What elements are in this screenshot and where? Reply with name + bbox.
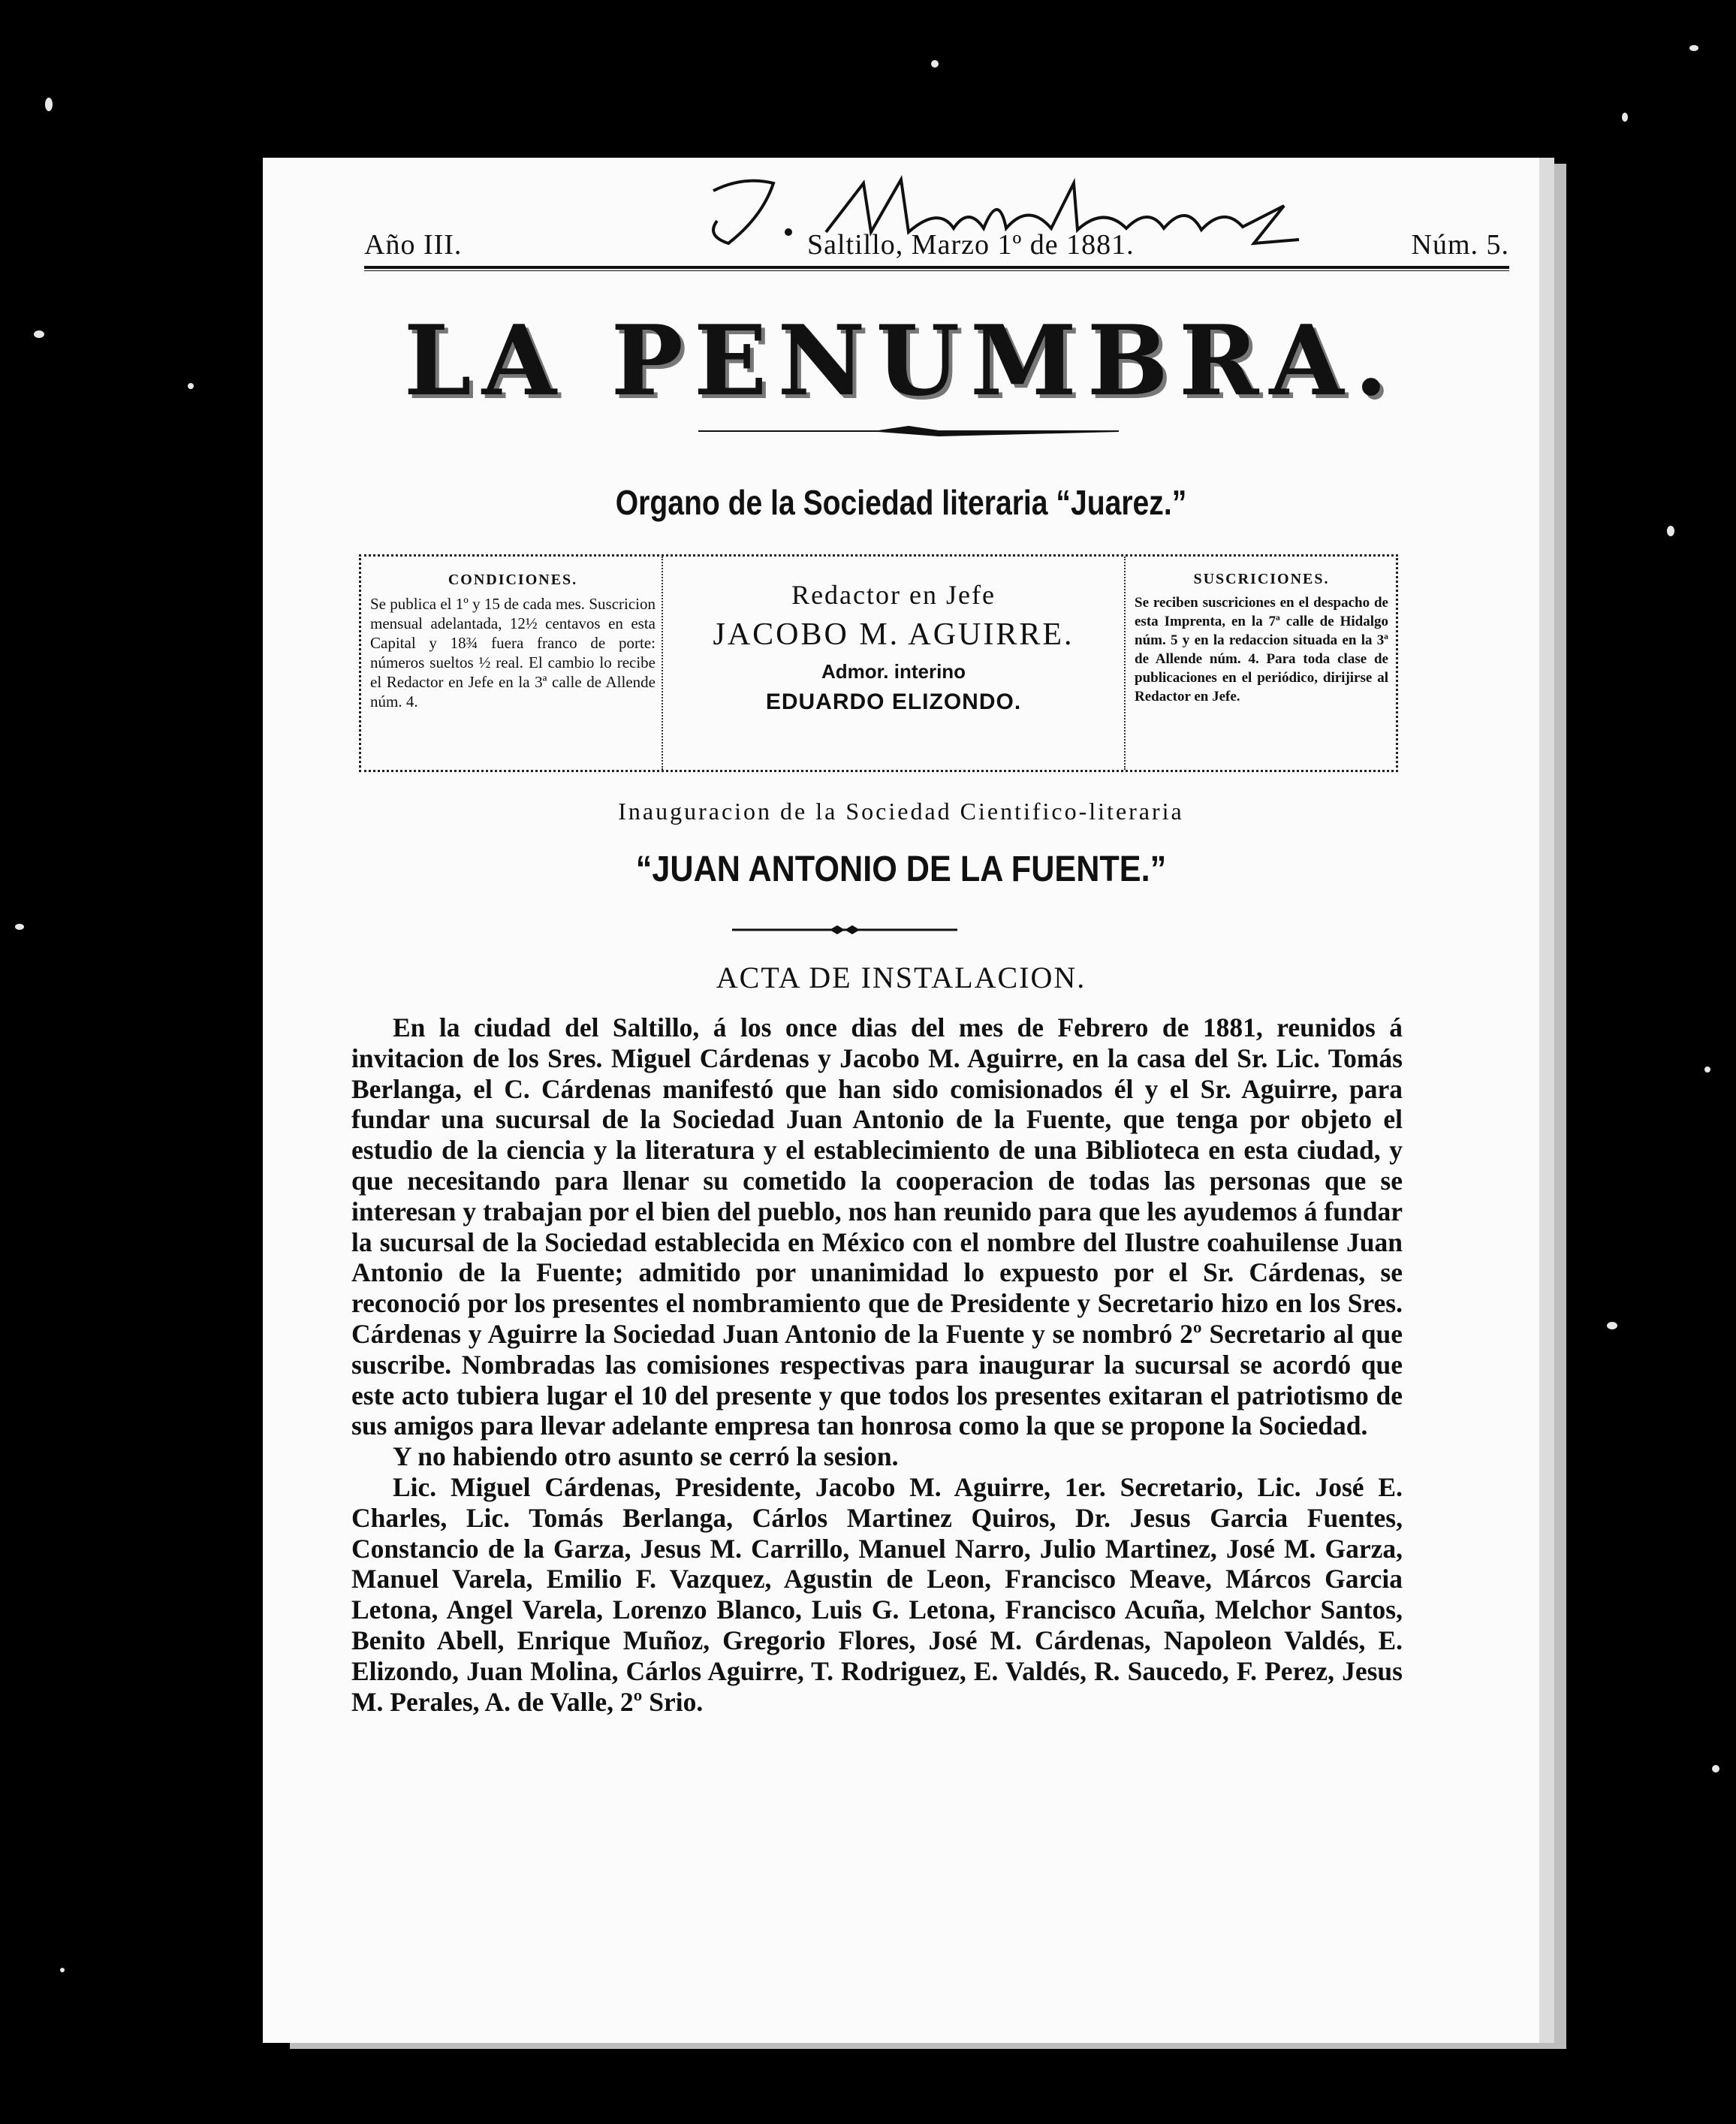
volume-year: Año III.: [364, 229, 463, 261]
paragraph: En la ciudad del Saltillo, á los once dias del mes de Febrero de 1881, reunidos á invitacion de los Sres. Miguel Cárdenas y Jacobo M. Aguirre, en la casa del Sr. Lic. Tomás Berlanga, el C. Cárdenas manifestó que han sido comisionados él y el Sr. Aguirre, para fundar una sucursal de la Sociedad Juan Antonio de la Fuente, que tenga por objeto el estudio de la ciencia y la literatura y el establecimiento de una Biblioteca en esta ciudad, y que necesitando para llenar su cometido la cooperacion de todas las personas que se interesan y trabajan por el bien del pueblo, nos han reunido para que les ayudemos á fundar la sucursal de la Sociedad establecida en México con el nombre del Ilustre coahuilense Juan Antonio de la Fuente; admitido por unanimidad lo expuesto por el Sr. Cárdenas, se reconoció por los presentes el nombramiento que de Presidente y Secretario hizo en los Sres. Cárdenas y Aguirre la Sociedad Juan Antonio de la Fuente y se nombró 2º Secretario al que suscribe. Nombradas las comisiones respectivas para inaugurar la sucursal se acordó que este acto tubiera lugar el 10 del presente y que todos los presentes exitaran el patriotismo de sus amigos para llevar adelante empresa tan honrosa como la que se propone la Sociedad.: [351, 1012, 1403, 1441]
article-body: [351, 1012, 1403, 1717]
masthead: [364, 219, 1509, 264]
newspaper-title: LA PENUMBRA.: [403, 305, 1399, 418]
admin-name: EDUARDO ELIZONDO.: [765, 689, 1022, 714]
info-box: [359, 554, 1398, 772]
newspaper-subtitle: Organo de la Sociedad literaria “Juarez.”: [615, 483, 1187, 522]
subscriptions-column: [1135, 570, 1388, 706]
conditions-heading: CONDICIONES.: [448, 572, 578, 588]
article-heading: ACTA DE INSTALACION.: [716, 961, 1087, 994]
issue-date: Saltillo, Marzo 1º de 1881.: [807, 229, 1135, 261]
article-kicker: Inauguracion de la Sociedad Cientifico-literaria: [618, 798, 1184, 825]
title-ornament: [698, 424, 1119, 439]
paragraph: Y no habiendo otro asunto se cerró la sesion.: [393, 1441, 899, 1472]
admin-label: Admor. interino: [821, 660, 966, 683]
section-ornament: [732, 924, 957, 936]
conditions-column: [370, 570, 656, 711]
paragraph: Lic. Miguel Cárdenas, Presidente, Jacobo M. Aguirre, 1er. Secretario, Lic. José E. Charles, Lic. Tomás Berlanga, Cárlos Martinez Quiros, Dr. Jesus Garcia Fuentes, Constancio de la Garza, Jesus M. Carrillo, Manuel Narro, Julio Martinez, José M. Garza, Manuel Varela, Emilio F. Vazquez, Agustin de Leon, Francisco Meave, Márcos Garcia Letona, Angel Varela, Lorenzo Blanco, Luis G. Letona, Francisco Acuña, Melchor Santos, Benito Abell, Enrique Muñoz, Gregorio Flores, José M. Cárdenas, Napoleon Valdés, E. Elizondo, Juan Molina, Cárlos Aguirre, T. Rodriguez, E. Valdés, R. Saucedo, F. Perez, Jesus M. Perales, A. de Valle, 2º Srio.: [351, 1471, 1403, 1717]
masthead-rule: [364, 266, 1509, 269]
editor-label: Redactor en Jefe: [791, 580, 996, 610]
newspaper-page: [263, 158, 1539, 2043]
masthead-rule-thin: [364, 270, 1509, 271]
editor-name: JACOBO M. AGUIRRE.: [713, 617, 1074, 652]
society-name: “JUAN ANTONIO DE LA FUENTE.”: [635, 849, 1167, 889]
subscriptions-heading: SUSCRICIONES.: [1193, 571, 1330, 587]
issue-number: Núm. 5.: [1411, 229, 1509, 261]
subscriptions-text: Se reciben suscriciones en el despacho de esta Imprenta, en la 7ª calle de Hidalgo núm. 5 y en la redaccion situada en la 3ª de Allende núm. 4. Para toda clase de publicaciones en el periódico, dirijirse al Redactor en Jefe.: [1135, 595, 1388, 704]
conditions-text: Se publica el 1º y 15 de cada mes. Suscricion mensual adelantada, 12½ centavos en esta Capital y 18¾ fuera franco de porte: números sueltos ½ real. El cambio lo recibe el Redactor en Jefe en la 3ª calle de Allende núm. 4.: [370, 595, 656, 711]
editor-column: [662, 557, 1126, 770]
